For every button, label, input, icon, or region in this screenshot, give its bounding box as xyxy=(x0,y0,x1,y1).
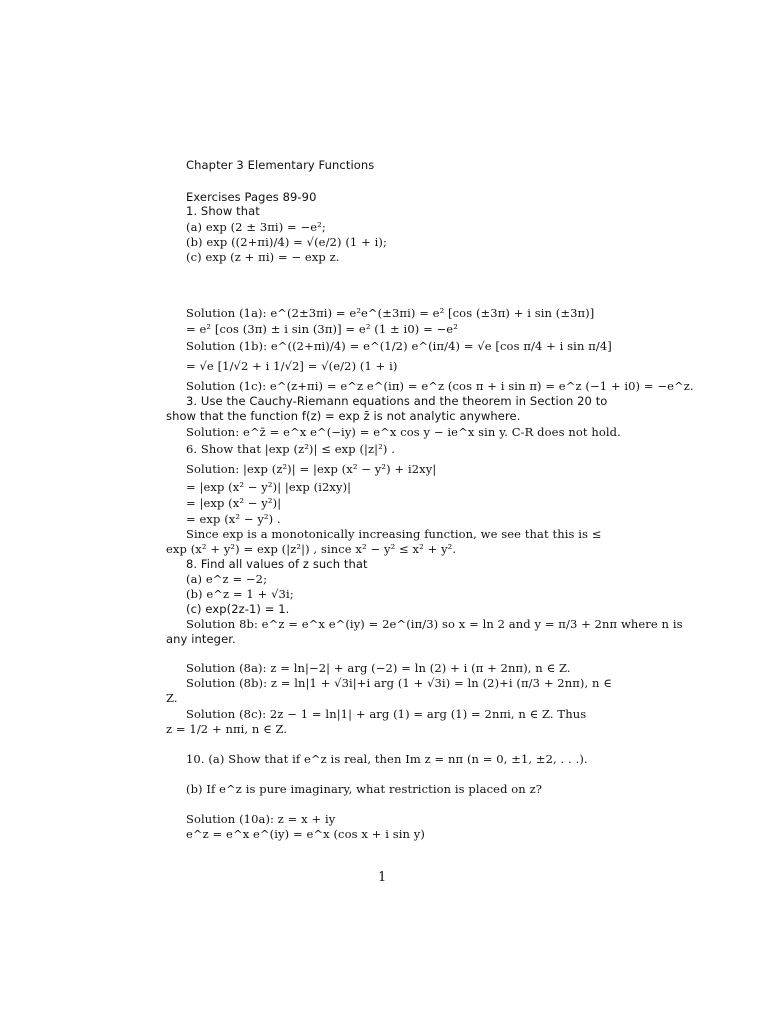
solution10a-line1: Solution (10a): z = x + iy xyxy=(186,812,336,826)
problem3-line2: show that the function f(z) = exp z̄ is not analytic anywhere. xyxy=(166,409,521,423)
problem8c: (c) exp(2z-1) = 1. xyxy=(186,602,290,616)
problem6-solution-line4: = exp (x² − y²) . xyxy=(186,512,281,526)
solution1b-line2: = √e [1/√2 + i 1/√2] = √(e/2) (1 + i) xyxy=(186,359,398,373)
problem10a: 10. (a) Show that if e^z is real, then Im z = nπ (n = 0, ±1, ±2, . . .). xyxy=(186,752,588,766)
problem6-solution-line1: Solution: |exp (z²)| = |exp (x² − y²) + i2xy| xyxy=(186,462,437,476)
solution1b-line1: Solution (1b): e^((2+πi)/4) = e^(1/2) e^(iπ/4) = √e [cos π/4 + i sin π/4] xyxy=(186,339,612,353)
solution1a-line1: Solution (1a): e^(2±3πi) = e²e^(±3πi) = e² [cos (±3π) + i sin (±3π)] xyxy=(186,306,595,320)
problem8b: (b) e^z = 1 + √3i; xyxy=(186,587,294,601)
solution8c-line1: Solution (8c): 2z − 1 = ln|1| + arg (1) = arg (1) = 2nπi, n ∈ Z. Thus xyxy=(186,707,587,721)
problem1-statement: 1. Show that xyxy=(186,204,260,218)
problem6-solution-line3: = |exp (x² − y²)| xyxy=(186,496,282,510)
solution1c: Solution (1c): e^(z+πi) = e^z e^(iπ) = e^z (cos π + i sin π) = e^z (−1 + i0) = −e^z. xyxy=(186,379,694,393)
solution10a-line2: e^z = e^x e^(iy) = e^x (cos x + i sin y) xyxy=(186,827,425,841)
problem3-solution: Solution: e^z̄ = e^x e^(−iy) = e^x cos y − ie^x sin y. C-R does not hold. xyxy=(186,425,621,439)
problem1a: (a) exp (2 ± 3πi) = −e²; xyxy=(186,220,326,234)
solution8b-alt-line2: Z. xyxy=(166,691,178,705)
problem6-solution-line5: Since exp is a monotonically increasing function, we see that this is ≤ xyxy=(186,527,602,541)
problem1b: (b) exp ((2+πi)/4) = √(e/2) (1 + i); xyxy=(186,235,387,249)
solution8b-line2: any integer. xyxy=(166,632,236,646)
solution8a: Solution (8a): z = ln|−2| + arg (−2) = ln (2) + i (π + 2nπ), n ∈ Z. xyxy=(186,661,571,675)
chapter-heading: Chapter 3 Elementary Functions xyxy=(186,158,375,172)
solution1a-line2: = e² [cos (3π) ± i sin (3π)] = e² (1 ± i0) = −e² xyxy=(186,322,458,336)
problem1c: (c) exp (z + πi) = − exp z. xyxy=(186,250,340,264)
problem6-statement: 6. Show that |exp (z²)| ≤ exp (|z|²) . xyxy=(186,442,395,456)
problem8-statement: 8. Find all values of z such that xyxy=(186,557,368,571)
problem6-solution-line6: exp (x² + y²) = exp (|z²|) , since x² − y² ≤ x² + y². xyxy=(166,542,457,556)
solution8b-line1: Solution 8b: e^z = e^x e^(iy) = 2e^(iπ/3) so x = ln 2 and y = π/3 + 2nπ where n is xyxy=(186,617,683,631)
problem6-solution-line2: = |exp (x² − y²)| |exp (i2xy)| xyxy=(186,480,352,494)
solution8b-alt-line1: Solution (8b): z = ln|1 + √3i|+i arg (1 + √3i) = ln (2)+i (π/3 + 2nπ), n ∈ xyxy=(186,676,612,690)
problem10b: (b) If e^z is pure imaginary, what restriction is placed on z? xyxy=(186,782,542,796)
problem8a: (a) e^z = −2; xyxy=(186,572,268,586)
solution8c-line2: z = 1/2 + nπi, n ∈ Z. xyxy=(166,722,288,736)
problem3-line1: 3. Use the Cauchy-Riemann equations and the theorem in Section 20 to xyxy=(186,394,608,408)
exercises-heading: Exercises Pages 89-90 xyxy=(186,190,317,204)
page-number: 1 xyxy=(378,870,387,885)
